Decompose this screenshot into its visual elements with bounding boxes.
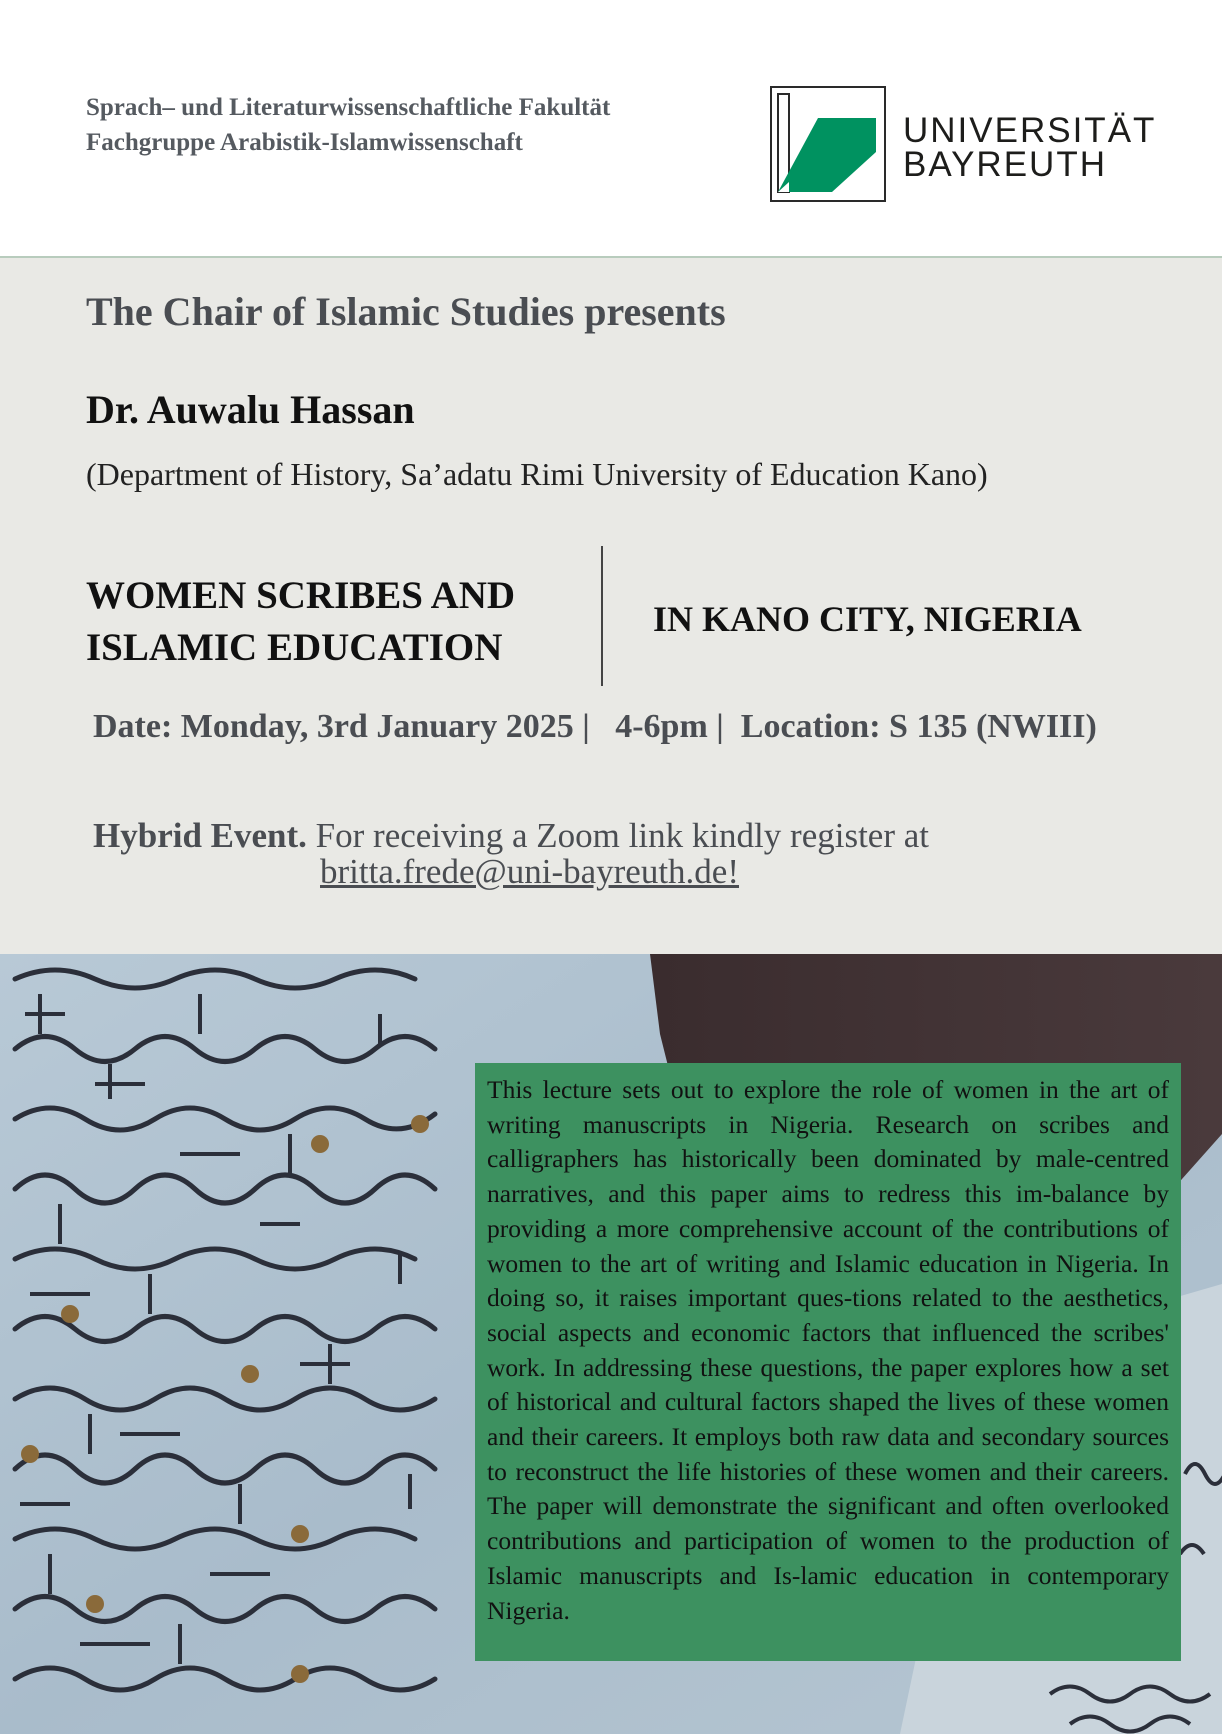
event-details: Date: Monday, 3rd January 2025 | 4-6pm | Location: S 135 (NWIII)	[93, 708, 1097, 745]
registration-note	[93, 818, 929, 890]
speaker-affiliation: (Department of History, Sa’adatu Rimi University of Education Kano)	[86, 456, 988, 492]
title-divider	[601, 546, 603, 686]
lecture-title: WOMEN SCRIBES AND ISLAMIC EDUCATION	[86, 574, 516, 669]
abstract-box: This lecture sets out to explore the role of women in the art of writing manuscripts in Nigeria. Research on scribes and calligraphers has historically been dominated by male-centred narratives, and this paper aims to redress this im-balance by providing a more comprehensive account of the contributions of women to the art of writing and Islamic education in Nigeria. In doing so, it raises important ques-tions related to the aesthetics, social aspects and economic factors that influenced the scribes' work. In addressing these questions, the paper explores how a set of historical and cultural factors shaped the lives of these women and their careers. It employs both raw data and secondary sources to reconstruct the life histories of these women and their careers. The paper will demonstrate the significant and often overlooked contributions and participation of women to the production of Islamic manuscripts and Is-lamic education in contemporary Nigeria.	[475, 1063, 1181, 1661]
email-link[interactable]: britta.frede@uni-bayreuth.de!	[320, 852, 739, 891]
hybrid-label: Hybrid Event.	[93, 816, 307, 855]
logo-wordmark: UNIVERSITÄT BAYREUTH	[903, 111, 1157, 184]
university-logo	[770, 86, 1157, 204]
faculty-name: Sprach– und Literaturwissenschaftliche Fakultät	[86, 94, 611, 121]
faculty-block	[86, 90, 610, 160]
logo-mark	[770, 86, 886, 202]
speaker-name: Dr. Auwalu Hassan	[86, 387, 415, 432]
header	[0, 0, 1222, 256]
department-name: Fachgruppe Arabistik-Islamwissenschaft	[86, 129, 523, 156]
event-info	[0, 256, 1222, 956]
hybrid-text: For receiving a Zoom link kindly register at	[315, 816, 929, 855]
presenter-line: The Chair of Islamic Studies presents	[86, 289, 726, 334]
lecture-subtitle: IN KANO CITY, NIGERIA	[653, 599, 1082, 639]
